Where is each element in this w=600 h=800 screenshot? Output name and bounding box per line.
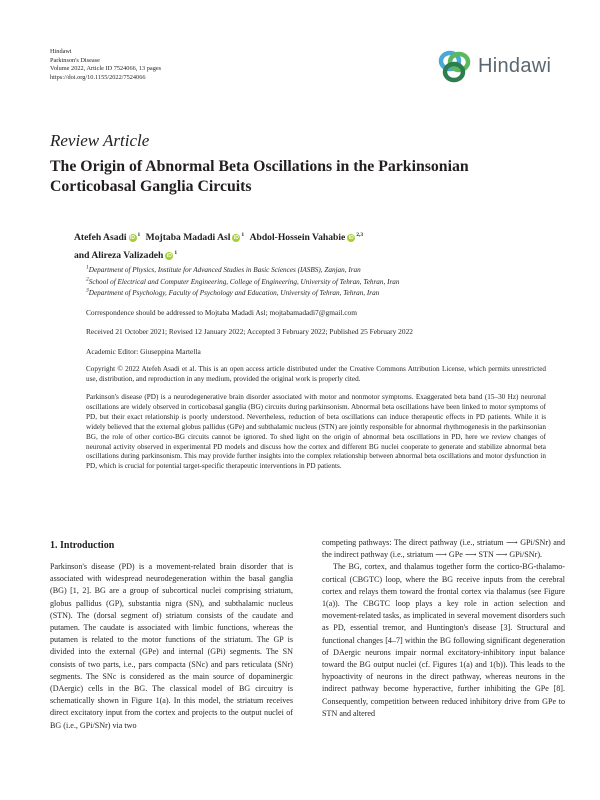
- orcid-icon[interactable]: iD: [130, 235, 135, 241]
- author-name: Atefeh Asadi: [74, 232, 127, 243]
- body-paragraph: competing pathways: The direct pathway (i.e., striatum ⟶ GPi/SNr) and the indirect pathway (i.e., striatum ⟶ GPe ⟶ STN ⟶ GPi/SNr).: [322, 538, 565, 560]
- body-paragraph: Parkinson's disease (PD) is a movement-related brain disorder that is associated with widespread neurodegeneration within the basal ganglia (BG) [1, 2]. BG are a group of subcortical nuclei comprising striatum, globus pallidus (GP), substantia nigra (SN), and subthalamic nucleus (STN). The (dorsal segment of) striatum consists of the caudate and putamen. The caudate is associated with limbic functions, whereas the putamen is related to the motor functions of the striatum. The GP is divided into the external (GPe) and internal (GPi) segments. The SN consists of two parts, i.e., pars compacta (SNc) and pars reticulata (SNr) segments. The SNc is considered as the main source of dopaminergic (DAergic) cells in the BG. The classical model of BG circuitry is schematically shown in Figure 1(a). In this model, the striatum receives direct excitatory input from the cortex and projects to the output nuclei of BG (i.e., GPi/SNr) via two: [50, 562, 293, 730]
- affiliation-text: Department of Physics, Institute for Advanced Studies in Basic Sciences (IASBS), Zanjan, Iran: [88, 266, 361, 274]
- author-name: Mojtaba Madadi Asl: [145, 232, 231, 243]
- logo-text: Hindawi: [478, 55, 552, 77]
- affiliation-sup: 3: [86, 287, 89, 294]
- orcid-icon[interactable]: iD: [348, 235, 354, 241]
- article-title: [50, 157, 570, 197]
- publisher-name: Hindawi: [50, 48, 72, 55]
- orcid-icon[interactable]: iD: [166, 253, 172, 259]
- academic-editor: Academic Editor: Giuseppina Martella: [86, 347, 201, 356]
- publication-dates: Received 21 October 2021; Revised 12 January 2022; Accepted 3 February 2022; Published 25 February 2022: [86, 327, 413, 336]
- author-affil-sup: 2,3: [356, 231, 364, 238]
- author-line-1: [74, 229, 554, 247]
- affiliation-item: [86, 265, 399, 277]
- body-paragraph: The BG, cortex, and thalamus together form the cortico-BG-thalamo-cortical (CBGTC) loop, where the BG receive inputs from the cerebral cortex and relays them toward the frontal cortex via thalamus (see Figure 1(a)). The CBGTC loop plays a key role in action selection and movement-related tasks, as implicated in several movement disorders such as PD, essential tremor, and Huntington's disease [3]. Structural and functional changes [4–7] within the BG following significant degeneration of DAergic neurons impair normal excitatory-inhibitory input balance toward the BG output nuclei (cf. Figures 1(a) and 1(b)). This leads to the hypoactivity of neurons in the direct pathway, whereas neurons in the indirect pathway become hyperactive, further inhibiting the GPe [8]. Consequently, competition between reduced inhibitory drive from GPe to STN and altered: [322, 562, 565, 718]
- hindawi-rings-icon: [437, 50, 473, 84]
- article-type: Review Article: [50, 131, 150, 150]
- affiliation-sup: 1: [86, 264, 89, 271]
- author-affil-sup: 1: [137, 231, 141, 238]
- copyright-notice: Copyright © 2022 Atefeh Asadi et al. This is an open access article distributed under the Creative Commons Attribution License, which permits unrestricted use, distribution, and reproduction in any medium, provided the original work is properly cited.: [86, 365, 546, 383]
- hindawi-logo: [437, 50, 552, 84]
- author-line-2: [74, 247, 554, 265]
- author-list: [74, 229, 554, 265]
- affiliation-item: [86, 277, 399, 289]
- left-column: [50, 561, 293, 732]
- abstract: Parkinson's disease (PD) is a neurodegenerative brain disorder associated with motor and nonmotor symptoms. Exaggerated beta band (15–30 Hz) neuronal oscillations are widely observed in corticobasal ganglia (BG) circuits during parkinsonism. Abnormal beta oscillations have been linked to motor symptoms of PD, but their exact relationship is poorly understood. Nevertheless, reduction of beta oscillations can induce therapeutic effects in PD patients. While it is widely believed that the external globus pallidus (GPe) and subthalamic nucleus (STN) are jointly responsible for abnormal rhythmogenesis in the parkinsonian BG, the role of other cortico-BG circuits cannot be ignored. To shed light on the origin of abnormal beta oscillations in PD, here we review changes of neuronal activity observed in experimental PD models and discuss how the cortex and different BG nuclei cooperate to generate and stabilize abnormal beta oscillations during parkinsonism. This may provide further insights into the complex relationship between abnormal beta oscillations and motor dysfunction in PD, which is crucial for potential target-specific therapeutic interventions in PD patients.: [86, 393, 546, 471]
- affiliation-text: Department of Psychology, Faculty of Psychology and Education, University of Tehran, Tehran, Iran: [88, 289, 380, 297]
- section-heading: 1. Introduction: [50, 540, 115, 551]
- title-line-2: Corticobasal Ganglia Circuits: [50, 178, 252, 195]
- correspondence: Correspondence should be addressed to Mojtaba Madadi Asl; mojtabamadadi7@gmail.com: [86, 308, 357, 317]
- affiliation-text: School of Electrical and Computer Engineering, College of Engineering, University of Tehran, Tehran, Iran: [88, 277, 400, 286]
- journal-header: [50, 48, 161, 82]
- affiliation-sup: 2: [86, 276, 89, 283]
- author-and: and: [74, 250, 90, 261]
- author-affil-sup: 1: [174, 249, 178, 256]
- title-line-1: The Origin of Abnormal Beta Oscillations in the Parkinsonian: [50, 158, 469, 175]
- orcid-icon[interactable]: iD: [233, 235, 239, 241]
- affiliation-item: [86, 288, 399, 300]
- volume-info: Volume 2022, Article ID 7524066, 13 pages: [50, 65, 162, 72]
- doi-link[interactable]: https://doi.org/10.1155/2022/7524066: [50, 73, 146, 81]
- right-column: [322, 537, 565, 720]
- affiliations: [86, 265, 399, 300]
- author-name: Alireza Valizadeh: [91, 250, 164, 261]
- journal-name: Parkinson's Disease: [50, 56, 100, 64]
- author-affil-sup: 1: [241, 231, 245, 238]
- author-name: Abdol-Hossein Vahabie: [249, 232, 346, 243]
